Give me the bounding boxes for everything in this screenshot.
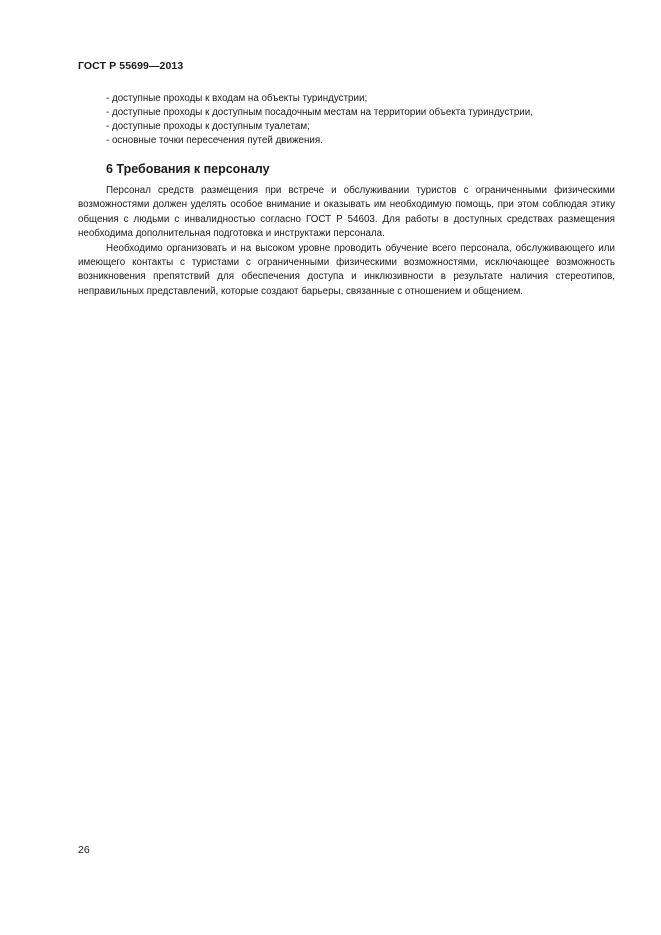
section-title: 6 Требования к персоналу (106, 162, 270, 176)
list-item: - доступные проходы к входам на объекты туриндустрии; (106, 93, 368, 104)
list-item: - основные точки пересечения путей движения. (106, 135, 323, 146)
list-item: - доступные проходы к доступным посадочным местам на территории объекта туриндустрии, (106, 107, 533, 118)
document-header: ГОСТ Р 55699—2013 (78, 60, 184, 72)
bullet-list (106, 92, 616, 148)
paragraph: Необходимо организовать и на высоком уровне проводить обучение всего персонала, обслуживающего или имеющего контакты с туристами с ограниченными физическими возможностями, исключающее возможность возникновения препятствий для обеспечения доступа и инклюзивности в результате наличия стереотипов, неправильных представлений, которые создают барьеры, связанные с отношением и общением. (78, 242, 615, 297)
page-number: 26 (78, 844, 90, 856)
list-item: - доступные проходы к доступным туалетам; (106, 121, 310, 132)
section-body (78, 184, 615, 299)
paragraph: Персонал средств размещения при встрече и обслуживании туристов с ограниченными физическими возможностями должен уделять особое внимание и оказывать им необходимую помощь, при этом соблюдая этику общения с людьми с инвалидностью согласно ГОСТ Р 54603. Для работы в доступных средствах размещения необходима дополнительная подготовка и инструктажи персонала. (78, 185, 615, 240)
